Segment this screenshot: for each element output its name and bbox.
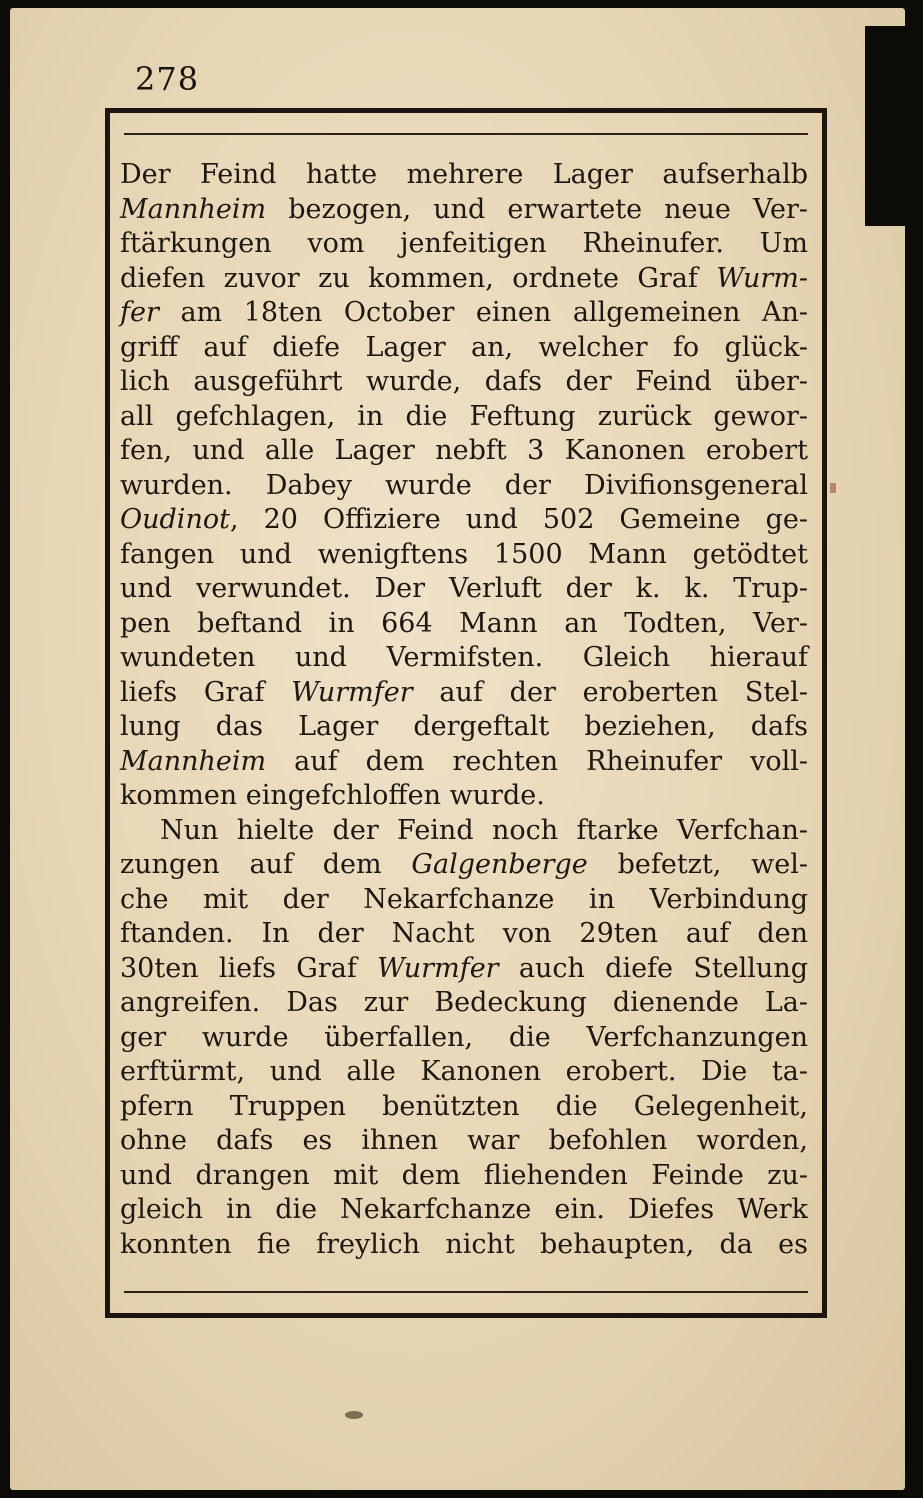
text-line: kommen eingefchloffen wurde. xyxy=(120,780,545,811)
text-line: Der Feind hatte mehrere Lager aufserhalb xyxy=(120,159,808,190)
text-line: pen beftand in 664 Mann an Todten, Ver- xyxy=(120,607,808,639)
text-line: 30ten liefs Graf Wurmfer auch diefe Stellung xyxy=(120,952,808,984)
frame-rule-top xyxy=(124,133,808,135)
text-line: fer am 18ten October einen allgemeinen An- xyxy=(120,297,808,328)
text-line: all gefchlagen, in die Feftung zurück gewor- xyxy=(120,400,808,432)
page-number: 278 xyxy=(135,60,200,98)
ink-smudge xyxy=(345,1411,363,1419)
text-line: wundeten und Vermifsten. Gleich hierauf xyxy=(120,642,808,673)
text-line: erftürmt, und alle Kanonen erobert. Die ta- xyxy=(120,1056,808,1087)
text-line: liefs Graf Wurmfer auf der eroberten Stel- xyxy=(120,676,808,708)
text-line: griff auf diefe Lager an, welcher fo glück- xyxy=(120,331,808,363)
text-line: Mannheim auf dem rechten Rheinufer voll- xyxy=(120,745,808,777)
text-line: konnten fie freylich nicht behaupten, da es xyxy=(120,1228,808,1260)
text-line: ftärkungen vom jenfeitigen Rheinufer. Um xyxy=(120,228,808,259)
text-line: che mit der Nekarfchanze in Verbindung xyxy=(120,883,808,915)
text-line: lich ausgeführt wurde, dafs der Feind über- xyxy=(120,366,808,397)
text-line: fangen und wenigftens 1500 Mann getödtet xyxy=(120,538,808,570)
paragraph-1 xyxy=(120,158,808,814)
margin-mark xyxy=(830,483,836,493)
page-edge-shadow xyxy=(865,26,905,226)
text-line: lung das Lager dergeftalt beziehen, dafs xyxy=(120,711,808,742)
text-line: Mannheim bezogen, und erwartete neue Ver- xyxy=(120,193,808,225)
body-text xyxy=(120,158,808,1262)
paragraph-2 xyxy=(120,814,808,1263)
text-line: und drangen mit dem fliehenden Feinde zu- xyxy=(120,1159,808,1191)
text-line: Oudinot, 20 Offiziere und 502 Gemeine ge- xyxy=(120,504,808,535)
text-line: gleich in die Nekarfchanze ein. Diefes Werk xyxy=(120,1194,808,1225)
text-line: diefen zuvor zu kommen, ordnete Graf Wurm- xyxy=(120,262,808,294)
text-line: und verwundet. Der Verluft der k. k. Trup- xyxy=(120,573,808,604)
text-line: angreifen. Das zur Bedeckung dienende La- xyxy=(120,987,808,1018)
text-line: ger wurde überfallen, die Verfchanzungen xyxy=(120,1021,808,1053)
text-line: pfern Truppen benützten die Gelegenheit, xyxy=(120,1090,808,1122)
text-line: wurden. Dabey wurde der Divifionsgeneral xyxy=(120,469,808,501)
text-line: fen, und alle Lager nebft 3 Kanonen erobert xyxy=(120,435,808,466)
text-line: ftanden. In der Nacht von 29ten auf den xyxy=(120,918,808,949)
text-line: Nun hielte der Feind noch ftarke Verfchan- xyxy=(160,814,808,846)
frame-rule-bottom xyxy=(124,1291,808,1293)
text-line: ohne dafs es ihnen war befohlen worden, xyxy=(120,1125,808,1156)
text-line: zungen auf dem Galgenberge befetzt, wel- xyxy=(120,849,808,880)
